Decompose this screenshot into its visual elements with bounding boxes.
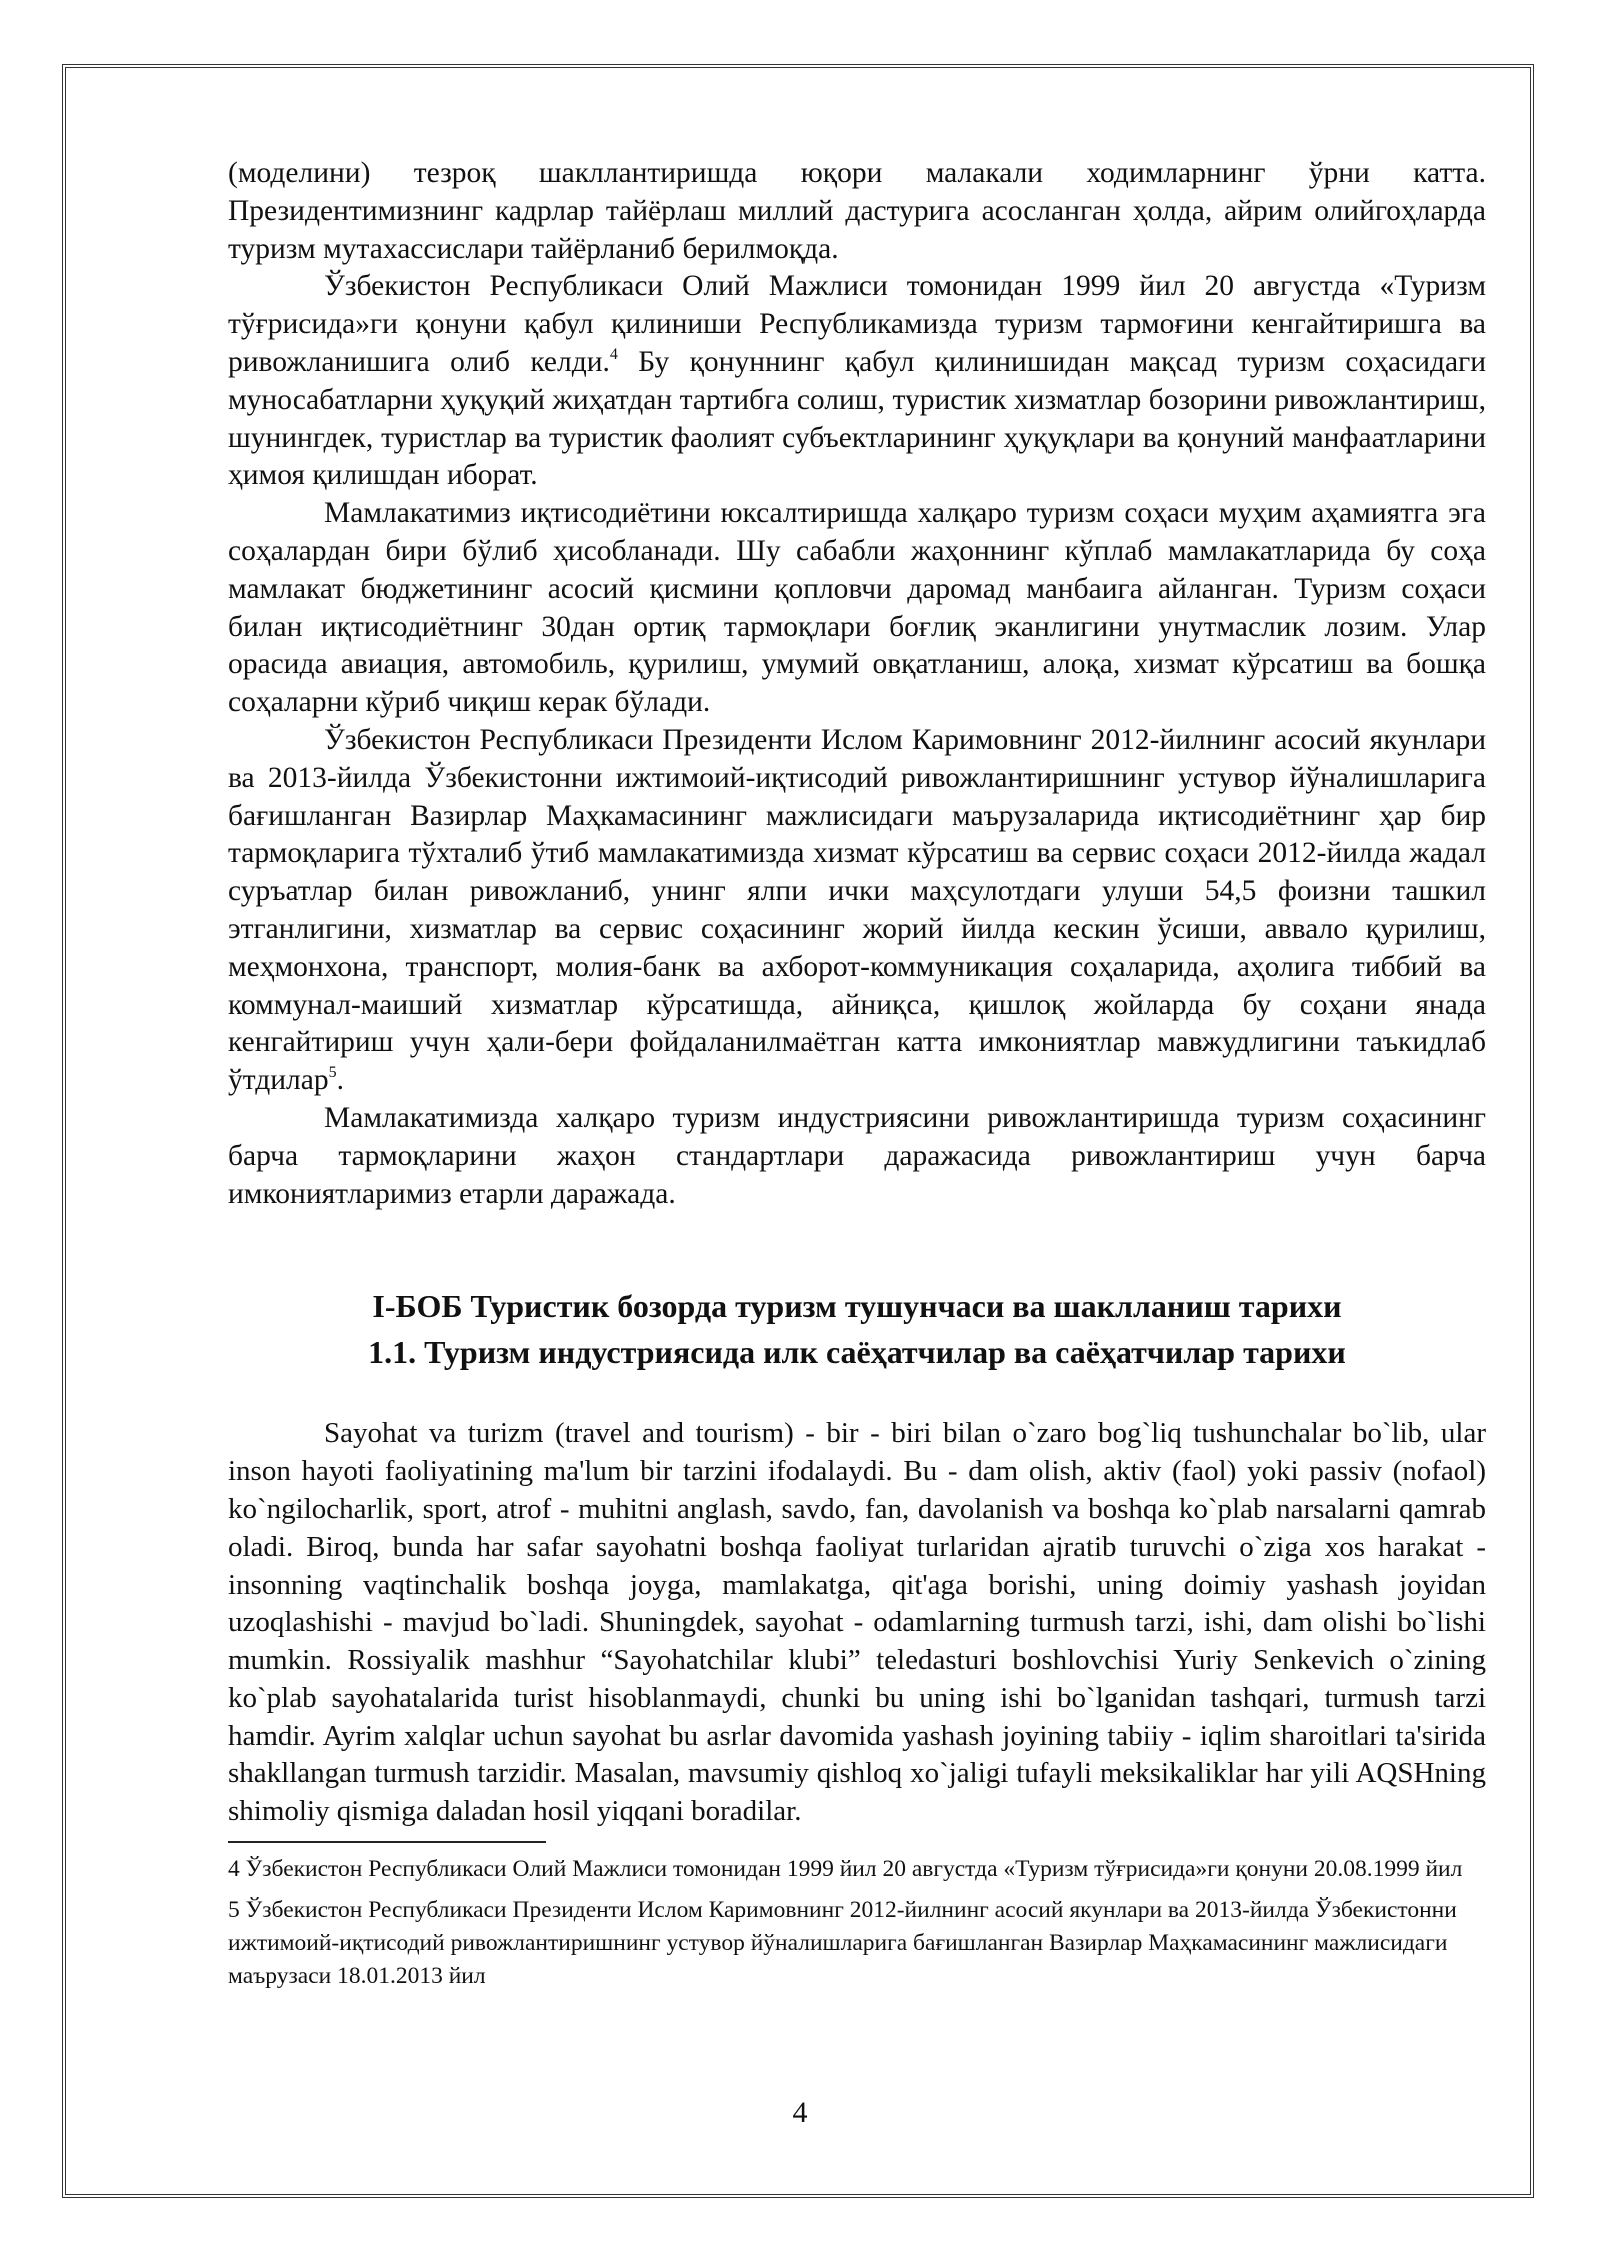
chapter-title: I-БОБ Туристик бозорда туризм тушунчаси ва шаклланиш тарихи	[372, 1288, 1342, 1325]
footnote-5: 5 Ўзбекистон Республикаси Президенти Ислом Каримовнинг 2012-йилнинг асосий якунлари ва 2013-йилда Ўзбекистонни ижтимоий-иқтисодий ривожлантиришнинг устувор йўналишларига бағишланган Вазирлар Маҳкамасининг мажлисидаги маърузаси 18.01.2013 йил	[228, 1897, 1457, 1990]
paragraph-1: (моделини) тезроқ шакллантиришда юқори малакали ходимларнинг ўрни катта. Президентимизнинг кадрлар тайёрлаш миллий дастурига асосланган ҳолда, айрим олийгоҳларда туризм мутахассислари тайёрланиб берилмоқда.	[228, 157, 1486, 265]
chapter-heading	[228, 1283, 1486, 1375]
paragraph-2	[228, 268, 1486, 495]
footnote-ref-4[interactable]: 4	[609, 345, 618, 363]
paragraph-2-text-a: Ўзбекистон Республикаси Олий Мажлиси томонидан 1999 йил 20 августда «Туризм тўғрисида»ги қонуни қабул қилиниши Республикамизда туризм тармоғини кенгайтиришга ва ривожланишига олиб келди.	[228, 270, 1486, 378]
section-title: 1.1. Туризм индустриясида илк саёҳатчилар ва саёҳатчилар тарихи	[368, 1334, 1346, 1371]
paragraph-3: Мамлакатимиз иқтисодиётини юксалтиришда халқаро туризм соҳаси муҳим аҳамиятга эга соҳалардан бири бўлиб ҳисобланади. Шу сабабли жаҳоннинг кўплаб мамлакатларида бу соҳа мамлакат бюджетининг асосий қисмини қопловчи даромад манбаига айланган. Туризм соҳаси билан иқтисодиётнинг 30дан ортиқ тармоқлари боғлиқ эканлигини унутмаслик лозим. Улар орасида авиация, автомобиль, қурилиш, умумий овқатланиш, алоқа, хизмат кўрсатиш ва бошқа соҳаларни кўриб чиқиш керак бўлади.	[228, 497, 1486, 719]
page-number: 4	[792, 2096, 808, 2129]
footnote-4: 4 Ўзбекистон Республикаси Олий Мажлиси томонидан 1999 йил 20 августда «Туризм тўғрисида»ги қонуни 20.08.1999 йил	[228, 1856, 1463, 1883]
page-content	[228, 155, 1486, 2001]
paragraph-2-text-b: Бу қонуннинг қабул қилинишидан мақсад туризм соҳасидаги муносабатларни ҳуқуқий жиҳатдан тартибга солиш, туристик хизматлар бозорини ривожлантириш, шунингдек, туристлар ва туристик фаолият субъектларининг ҳуқуқлари ва қонуний манфаатларини ҳимоя қилишдан иборат.	[228, 345, 1486, 492]
paragraph-4-text-b: .	[336, 1064, 344, 1097]
paragraph-4	[228, 722, 1486, 1100]
paragraph-latin: Sayohat va turizm (travel and tourism) - bir - biri bilan o`zaro bog`liq tushunchalar bo`lib, ular inson hayoti faoliyatining ma'lum bir tarzini ifodalaydi. Bu - dam olish, aktiv (faol) yoki passiv (nofaol) ko`ngilocharlik, sport, atrof - muhitni anglash, savdo, fan, davolanish va boshqa ko`plab narsalarni qamrab oladi. Biroq, bunda har safar sayohatni boshqa faoliyat turlaridan ajratib turuvchi o`ziga xos harakat - insonning vaqtinchalik boshqa joyga, mamlakatga, qit'aga borishi, uning doimiy yashash joyidan uzoqlashishi - mavjud bo`ladi. Shuningdek, sayohat - odamlarning turmush tarzi, ishi, dam olishi bo`lishi mumkin. Rossiyalik mashhur “Sayohatchilar klubi” teledasturi boshlovchisi Yuriy Senkevich o`zining ko`plab sayohatalarida turist hisoblanmaydi, chunki bu uning ishi bo`lganidan tashqari, turmush tarzi hamdir. Ayrim xalqlar uchun sayohat bu asrlar davomida yashash joyining tabiiy - iqlim sharoitlari ta'sirida shakllangan turmush tarzidir. Masalan, mavsumiy qishloq xo`jaligi tufayli meksikaliklar har yili AQSHning shimoliy qismiga daladan hosil yiqqani boradilar.	[228, 1417, 1486, 1828]
paragraph-4-text-a: Ўзбекистон Республикаси Президенти Ислом Каримовнинг 2012-йилнинг асосий якунлари ва 2013-йилда Ўзбекистонни ижтимоий-иқтисодий ривожлантиришнинг устувор йўналишларига бағишланган Вазирлар Маҳкамасининг мажлисидаги маърузаларида иқтисодиётнинг ҳар бир тармоқларига тўхталиб ўтиб мамлакатимизда хизмат кўрсатиш ва сервис соҳаси 2012-йилда жадал суръатлар билан ривожланиб, унинг ялпи ички маҳсулотдаги улуши 54,5 фоизни ташкил этганлигини, хизматлар ва сервис соҳасининг жорий йилда кескин ўсиши, аввало қурилиш, меҳмонхона, транспорт, молия-банк ва ахборот-коммуникация соҳаларида, аҳолига тиббий ва коммунал-маиший хизматлар кўрсатишда, айниқса, қишлоқ жойларда бу соҳани янада кенгайтириш учун ҳали-бери фойдаланилмаётган катта имкониятлар мавжудлигини таъкидлаб ўтдилар	[228, 723, 1486, 1097]
paragraph-5: Мамлакатимизда халқаро туризм индустриясини ривожлантиришда туризм соҳасининг барча тармоқларини жаҳон стандартлари даражасида ривожлантириш учун барча имкониятларимиз етарли даражада.	[228, 1101, 1486, 1210]
footnote-ref-5[interactable]: 5	[328, 1064, 337, 1082]
footnote-separator	[228, 1841, 546, 1843]
